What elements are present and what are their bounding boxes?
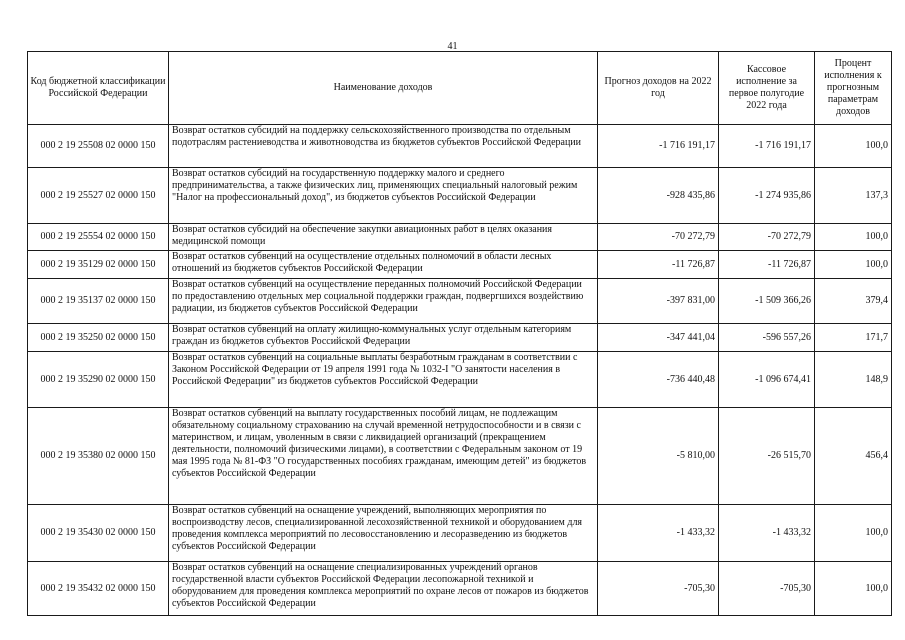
row-name: Возврат остатков субсидий на обеспечение закупки авиационных работ в целях оказания медицинской помощи xyxy=(169,224,598,251)
row-name: Возврат остатков субвенций на оснащение специализированных учреждений органов государственной власти субъектов Российской Федерации лесопожарной техникой и оборудованием для проведения комплекса мероприятий по охране лесов от пожаров из бюджетов субъектов Российской Федерации xyxy=(169,562,598,616)
row-cash: -1 509 366,26 xyxy=(719,279,815,324)
row-name: Возврат остатков субвенций на оснащение учреждений, выполняющих мероприятия по воспроизводству лесов, специализированной лесохозяйственной техникой и оборудованием для проведения комплекса мероприятий по лесовосстановлению и лесоразведению из бюджетов субъектов Российской Федерации xyxy=(169,505,598,562)
table-row xyxy=(28,125,892,168)
row-percent: 148,9 xyxy=(815,352,892,408)
table-header-row xyxy=(28,52,892,125)
table-row xyxy=(28,279,892,324)
row-code: 000 2 19 35250 02 0000 150 xyxy=(28,324,169,352)
table-row xyxy=(28,251,892,279)
row-code: 000 2 19 25508 02 0000 150 xyxy=(28,125,169,168)
row-name: Возврат остатков субвенций на осуществление отдельных полномочий в области лесных отношений из бюджетов субъектов Российской Федерации xyxy=(169,251,598,279)
row-name: Возврат остатков субсидий на поддержку сельскохозяйственного производства по отдельным подотраслям растениеводства и животноводства из бюджетов субъектов Российской Федерации xyxy=(169,125,598,168)
row-percent: 171,7 xyxy=(815,324,892,352)
row-cash: -1 716 191,17 xyxy=(719,125,815,168)
row-code: 000 2 19 25554 02 0000 150 xyxy=(28,224,169,251)
row-cash: -1 433,32 xyxy=(719,505,815,562)
row-percent: 137,3 xyxy=(815,168,892,224)
table-row xyxy=(28,352,892,408)
table-row xyxy=(28,324,892,352)
row-cash: -596 557,26 xyxy=(719,324,815,352)
table-row xyxy=(28,505,892,562)
row-code: 000 2 19 25527 02 0000 150 xyxy=(28,168,169,224)
table-row xyxy=(28,224,892,251)
header-name: Наименование доходов xyxy=(169,52,598,125)
row-forecast: -1 716 191,17 xyxy=(598,125,719,168)
page-number: 41 xyxy=(447,41,458,52)
table-row xyxy=(28,168,892,224)
row-forecast: -347 441,04 xyxy=(598,324,719,352)
row-code: 000 2 19 35129 02 0000 150 xyxy=(28,251,169,279)
row-cash: -26 515,70 xyxy=(719,408,815,505)
row-percent: 100,0 xyxy=(815,562,892,616)
row-name: Возврат остатков субвенций на оплату жилищно-коммунальных услуг отдельным категориям граждан из бюджетов субъектов Российской Федерации xyxy=(169,324,598,352)
row-cash: -1 274 935,86 xyxy=(719,168,815,224)
row-forecast: -736 440,48 xyxy=(598,352,719,408)
row-percent: 100,0 xyxy=(815,251,892,279)
row-code: 000 2 19 35380 02 0000 150 xyxy=(28,408,169,505)
row-percent: 100,0 xyxy=(815,224,892,251)
row-name: Возврат остатков субвенций на выплату государственных пособий лицам, не подлежащим обязательному социальному страхованию на случай временной нетрудоспособности и в связи с материнством, и лицам, уволенным в связи с ликвидацией организаций (прекращением деятельности, полномочий физическими лицами), в соответствии с Федеральным законом от 19 мая 1995 года № 81-ФЗ "О государственных пособиях гражданам, имеющим детей" из бюджетов субъектов Российской Федерации xyxy=(169,408,598,505)
row-code: 000 2 19 35290 02 0000 150 xyxy=(28,352,169,408)
row-code: 000 2 19 35430 02 0000 150 xyxy=(28,505,169,562)
header-percent: Процент исполнения к прогнозным параметрам доходов xyxy=(815,52,892,125)
table-row xyxy=(28,562,892,616)
row-percent: 456,4 xyxy=(815,408,892,505)
row-forecast: -11 726,87 xyxy=(598,251,719,279)
table-row xyxy=(28,408,892,505)
row-name: Возврат остатков субвенций на социальные выплаты безработным гражданам в соответствии с Законом Российской Федерации от 19 апреля 1991 года № 1032-I "О занятости населения в Российской Федерации" из бюджетов субъектов Российской Федерации xyxy=(169,352,598,408)
row-cash: -70 272,79 xyxy=(719,224,815,251)
row-code: 000 2 19 35432 02 0000 150 xyxy=(28,562,169,616)
row-forecast: -928 435,86 xyxy=(598,168,719,224)
row-percent: 100,0 xyxy=(815,125,892,168)
row-forecast: -1 433,32 xyxy=(598,505,719,562)
row-forecast: -70 272,79 xyxy=(598,224,719,251)
header-cash: Кассовое исполнение за первое полугодие 2022 года xyxy=(719,52,815,125)
revenue-table xyxy=(27,51,892,616)
row-cash: -1 096 674,41 xyxy=(719,352,815,408)
row-cash: -11 726,87 xyxy=(719,251,815,279)
header-forecast: Прогноз доходов на 2022 год xyxy=(598,52,719,125)
header-code: Код бюджетной классификации Российской Федерации xyxy=(28,52,169,125)
row-name: Возврат остатков субсидий на государственную поддержку малого и среднего предпринимательства, а также физических лиц, применяющих специальный налоговый режим "Налог на профессиональный доход", из бюджетов субъектов Российской Федерации xyxy=(169,168,598,224)
row-name: Возврат остатков субвенций на осуществление переданных полномочий Российской Федерации по предоставлению отдельных мер социальной поддержки граждан, подвергшихся воздействию радиации, из бюджетов субъектов Российской Федерации xyxy=(169,279,598,324)
row-code: 000 2 19 35137 02 0000 150 xyxy=(28,279,169,324)
row-forecast: -705,30 xyxy=(598,562,719,616)
row-forecast: -5 810,00 xyxy=(598,408,719,505)
row-forecast: -397 831,00 xyxy=(598,279,719,324)
row-percent: 100,0 xyxy=(815,505,892,562)
row-percent: 379,4 xyxy=(815,279,892,324)
row-cash: -705,30 xyxy=(719,562,815,616)
